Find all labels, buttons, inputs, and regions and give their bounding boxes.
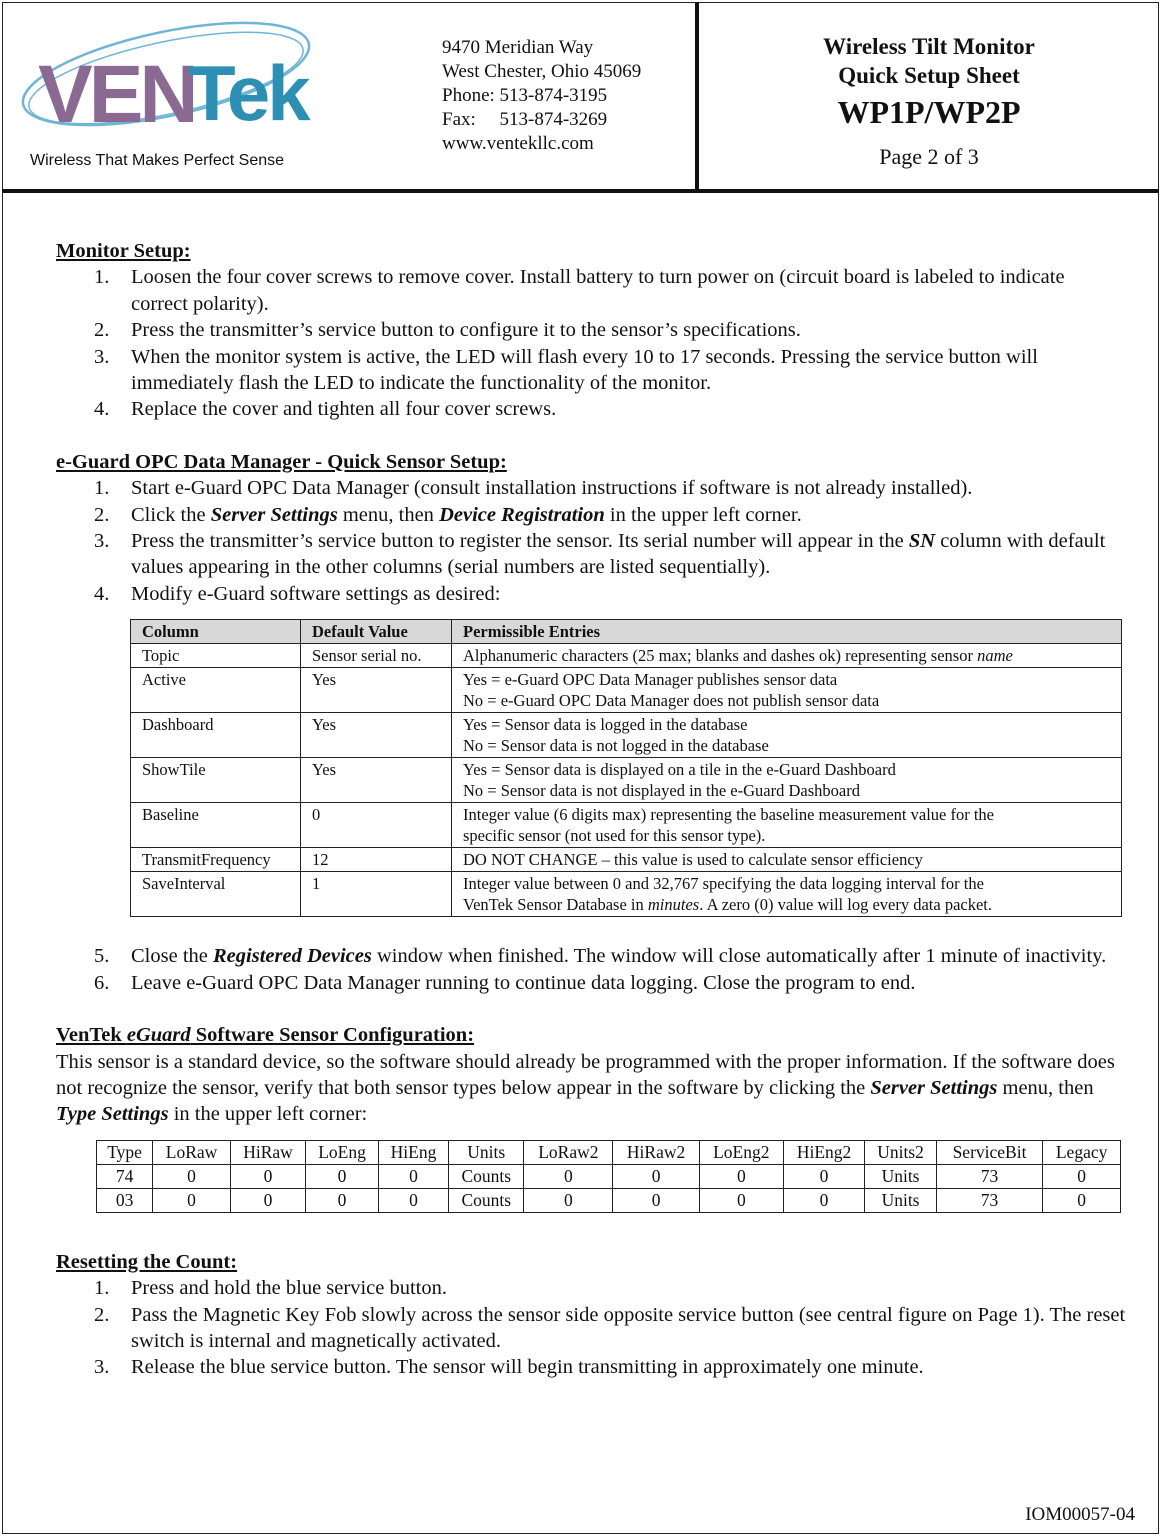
column-header: Permissible Entries bbox=[452, 620, 1122, 644]
model-number: WP1P/WP2P bbox=[837, 94, 1021, 130]
list-item: 4. Replace the cover and tighten all four cover screws. bbox=[94, 398, 557, 421]
table-row: TransmitFrequency 12 DO NOT CHANGE – this value is used to calculate sensor efficiency bbox=[131, 848, 1122, 872]
column-header: HiRaw bbox=[230, 1140, 305, 1164]
fax-line: Fax: 513-874-3269 bbox=[442, 109, 608, 130]
column-header: Units2 bbox=[865, 1140, 937, 1164]
list-item: 3. When the monitor system is active, the LED will flash every 10 to 17 seconds. Pressing the service button will immediately flash the LED to indicate the functionality of the monitor. bbox=[94, 345, 1038, 395]
column-header: LoEng bbox=[306, 1140, 379, 1164]
list-item: 2. Press the transmitter’s service button to configure it to the sensor’s specifications. bbox=[94, 319, 801, 342]
eguard-setup-heading: e-Guard OPC Data Manager - Quick Sensor Setup: bbox=[56, 450, 507, 473]
column-header: Default Value bbox=[301, 620, 452, 644]
column-header: LoEng2 bbox=[699, 1140, 783, 1164]
column-header: HiEng bbox=[378, 1140, 448, 1164]
document-code: IOM00057-04 bbox=[1025, 1504, 1135, 1525]
table-row: ShowTile Yes Yes = Sensor data is displayed on a tile in the e-Guard Dashboard No = Sensor data is not displayed in the e-Guard Dashboard bbox=[131, 758, 1122, 803]
list-item: 3. Release the blue service button. The sensor will begin transmitting in approximately one minute. bbox=[94, 1356, 924, 1379]
website-line: www.ventekllc.com bbox=[442, 133, 594, 154]
table-row: SaveInterval 1 Integer value between 0 and 32,767 specifying the data logging interval for the VenTek Sensor Database in minutes. A zero (0) value will log every data packet. bbox=[131, 872, 1122, 917]
table-row: Active Yes Yes = e-Guard OPC Data Manager publishes sensor data No = e-Guard OPC Data Manager does not publish sensor data bbox=[131, 668, 1122, 713]
column-header: HiEng2 bbox=[783, 1140, 864, 1164]
company-address bbox=[442, 36, 641, 156]
list-item: 6. Leave e-Guard OPC Data Manager running to continue data logging. Close the program to end. bbox=[94, 971, 916, 994]
column-header: LoRaw2 bbox=[524, 1140, 613, 1164]
column-header: Type bbox=[97, 1140, 153, 1164]
title-line-1: Wireless Tilt Monitor bbox=[823, 34, 1035, 59]
tagline: Wireless That Makes Perfect Sense bbox=[30, 152, 285, 169]
svg-text:VEN: VEN bbox=[38, 49, 195, 140]
table-row: Baseline 0 Integer value (6 digits max) representing the baseline measurement value for the specific sensor (not used for this sensor type). bbox=[131, 803, 1122, 848]
column-header: Units bbox=[449, 1140, 524, 1164]
column-header: LoRaw bbox=[153, 1140, 231, 1164]
list-item: 3. Press the transmitter’s service button to register the sensor. Its serial number will appear in the SN column with default values appearing in the other columns (serial numbers are listed sequentially). bbox=[94, 530, 1106, 579]
sensor-type-table bbox=[96, 1140, 1121, 1213]
list-item: 2. Click the Server Settings menu, then Device Registration in the upper left corner. bbox=[94, 503, 802, 526]
column-header: Column bbox=[131, 620, 301, 644]
list-item: 2. Pass the Magnetic Key Fob slowly across the sensor side opposite service button (see central figure on Page 1). The reset switch is internal and magnetically activated. bbox=[94, 1303, 1126, 1352]
eguard-setup-list bbox=[56, 475, 1126, 607]
svg-text:Tek: Tek bbox=[188, 49, 308, 137]
title-block bbox=[699, 32, 1159, 170]
address-line: West Chester, Ohio 45069 bbox=[442, 61, 642, 82]
monitor-setup-heading: Monitor Setup: bbox=[56, 240, 191, 262]
column-header: Legacy bbox=[1043, 1140, 1121, 1164]
table-row: Dashboard Yes Yes = Sensor data is logged in the database No = Sensor data is not logged in the database bbox=[131, 713, 1122, 758]
table-header-row bbox=[97, 1140, 1121, 1164]
address-line: 9470 Meridian Way bbox=[442, 37, 594, 58]
permissible-entries-table bbox=[130, 619, 1122, 917]
table-header-row bbox=[131, 620, 1122, 644]
table-row: 03 0 0 0 0 Counts 0 0 0 0 Units 73 0 bbox=[97, 1188, 1121, 1212]
document-body bbox=[56, 238, 1126, 1381]
resetting-count-list bbox=[56, 1275, 1126, 1381]
list-item: 5. Close the Registered Devices window when finished. The window will close automatically after 1 minute of inactivity. bbox=[94, 945, 1107, 968]
list-item: 4. Modify e-Guard software settings as desired: bbox=[94, 582, 501, 605]
document-header bbox=[2, 2, 1159, 193]
list-item: 1. Press and hold the blue service button. bbox=[94, 1277, 447, 1300]
list-item: 1. Start e-Guard OPC Data Manager (consult installation instructions if software is not already installed). bbox=[94, 477, 973, 500]
resetting-count-heading: Resetting the Count: bbox=[56, 1250, 238, 1273]
column-header: ServiceBit bbox=[936, 1140, 1042, 1164]
ventek-logo bbox=[16, 12, 316, 142]
table-row: 74 0 0 0 0 Counts 0 0 0 0 Units 73 0 bbox=[97, 1164, 1121, 1188]
eguard-setup-list-continued bbox=[56, 943, 1126, 996]
list-item: 1. Loosen the four cover screws to remove cover. Install battery to turn power on (circuit board is labeled to indicate correct polarity). bbox=[94, 266, 1065, 315]
page-number: Page 2 of 3 bbox=[879, 144, 979, 169]
monitor-setup-list bbox=[56, 264, 1126, 422]
phone-line: Phone: 513-874-3195 bbox=[442, 85, 608, 106]
software-config-paragraph: This sensor is a standard device, so the software should already be programmed with the proper information. If the software does not recognize the sensor, verify that both sensor types below appear in the software by clicking the Server Settings menu, then Type Settings in the upper left corner: bbox=[56, 1050, 1115, 1126]
software-config-heading: VenTek eGuard Software Sensor Configuration: bbox=[56, 1024, 475, 1047]
title-line-2: Quick Setup Sheet bbox=[838, 63, 1020, 88]
column-header: HiRaw2 bbox=[613, 1140, 699, 1164]
table-row: Topic Sensor serial no. Alphanumeric characters (25 max; blanks and dashes ok) representing sensor name bbox=[131, 644, 1122, 668]
